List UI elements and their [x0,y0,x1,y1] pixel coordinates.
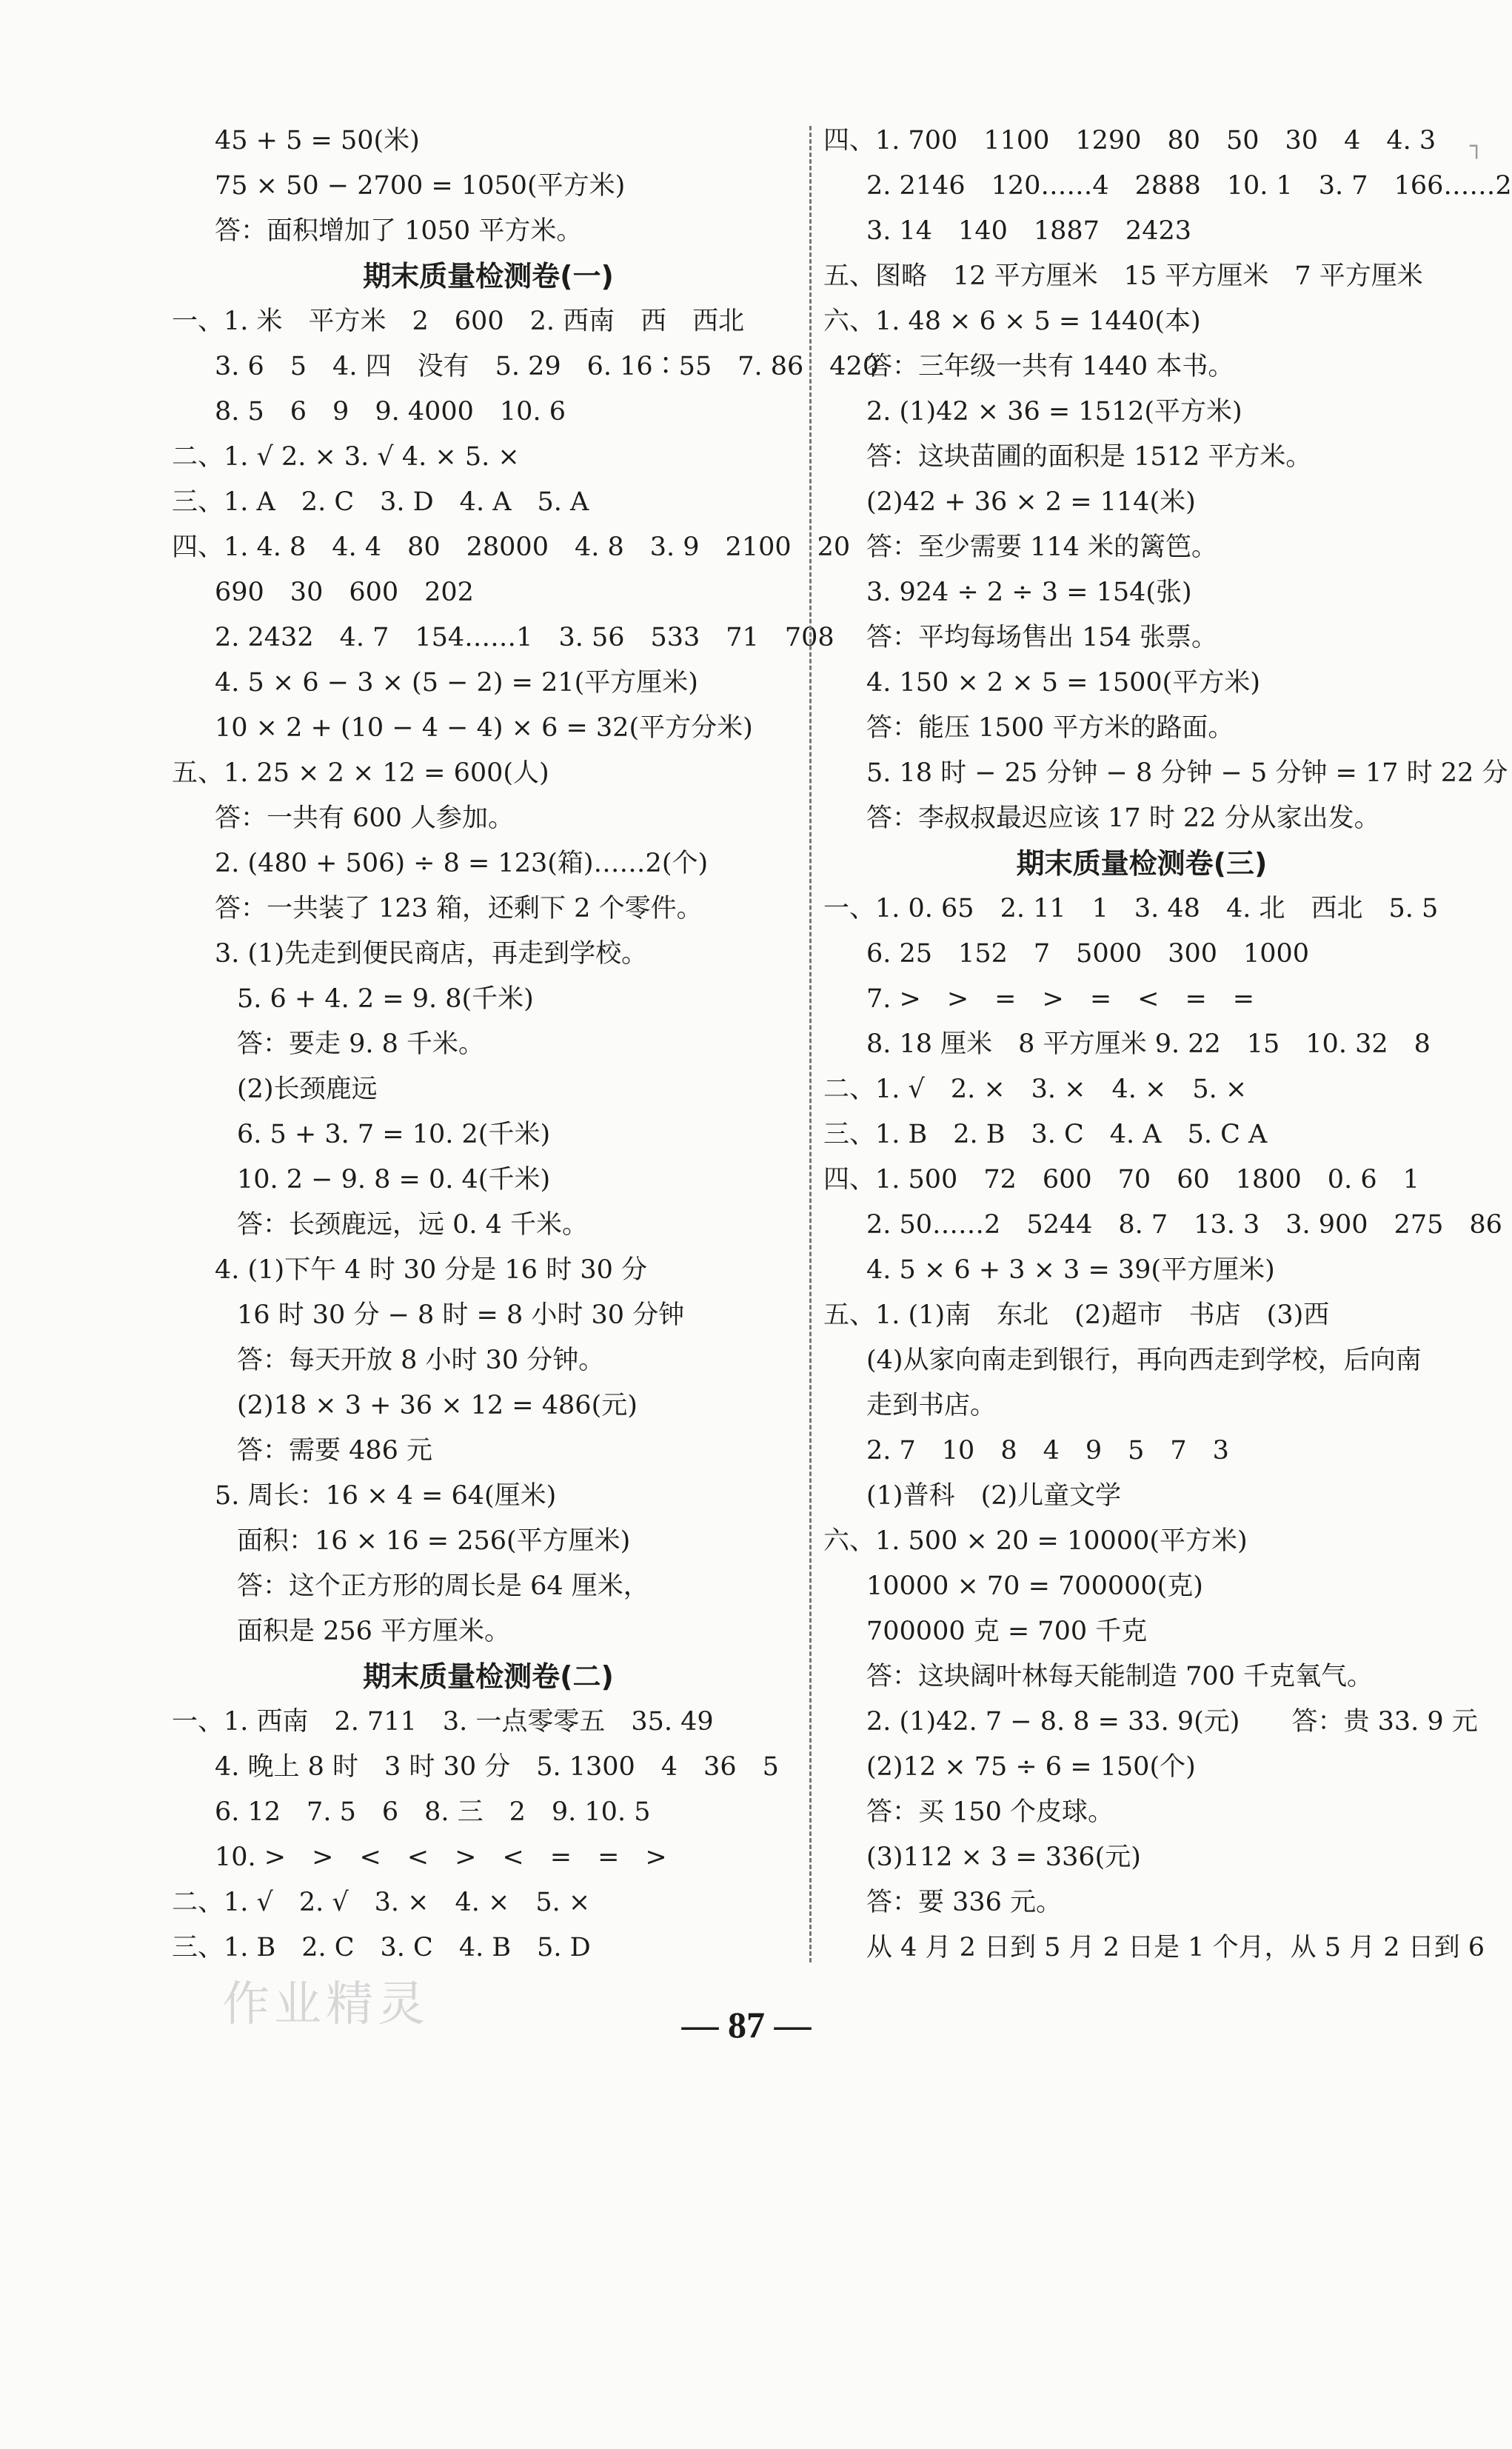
answer-line: (2)18 × 3 + 36 × 12 = 486(元) [237,1391,638,1420]
answer-line: 走到书店。 [866,1391,997,1420]
answer-line: 二、1. √ 2. × 3. × 4. × 5. × [823,1075,1248,1104]
answer-line: 从 4 月 2 日到 5 月 2 日是 1 个月，从 5 月 2 日到 6 [866,1933,1485,1962]
answer-line: (1)普科 (2)儿童文学 [866,1481,1122,1511]
answer-line: 答：李叔叔最迟应该 17 时 22 分从家出发。 [866,803,1380,833]
answer-line: 二、1. √ 2. × 3. √ 4. × 5. × [172,442,520,472]
answer-line: 10. > > < < > < = = > [215,1842,667,1872]
answer-line: (4)从家向南走到银行，再向西走到学校，后向南 [866,1346,1422,1375]
answer-line: 4. 5 × 6 + 3 × 3 = 39(平方厘米) [866,1255,1275,1285]
watermark-logo: 作业精灵 [222,1977,429,2032]
answer-line: 2. (1)42. 7 − 8. 8 = 33. 9(元) 答：贵 33. 9 元 [866,1707,1478,1737]
answer-line: 答：要走 9. 8 千米。 [237,1029,485,1059]
answer-line: 6. 5 + 3. 7 = 10. 2(千米) [237,1120,551,1149]
section-title: 期末质量检测卷(三) [1016,847,1268,880]
answer-line: 8. 18 厘米 8 平方厘米 9. 22 15 10. 32 8 [866,1029,1431,1059]
answer-line: 答：至少需要 114 米的篱笆。 [866,532,1218,562]
answer-line: 六、1. 500 × 20 = 10000(平方米) [823,1526,1248,1556]
answer-line: 690 30 600 202 [215,578,474,607]
answer-line: 4. 5 × 6 − 3 × (5 − 2) = 21(平方厘米) [215,668,698,698]
answer-line: 面积：16 × 16 = 256(平方厘米) [237,1526,631,1556]
answer-line: 3. 14 140 1887 2423 [866,216,1192,246]
answer-line: 三、1. A 2. C 3. D 4. A 5. A [172,487,589,517]
answer-line: 五、图略 12 平方厘米 15 平方厘米 7 平方厘米 [823,261,1423,291]
answer-line: 四、1. 700 1100 1290 80 50 30 4 4. 3 [823,126,1436,156]
answer-line: 三、1. B 2. B 3. C 4. A 5. C A [823,1120,1268,1149]
answer-line: 45 + 5 = 50(米) [215,126,420,156]
answer-line: 答：三年级一共有 1440 本书。 [866,352,1234,381]
answer-line: 2. (480 + 506) ÷ 8 = 123(箱)……2(个) [215,849,709,878]
answer-line: 四、1. 500 72 600 70 60 1800 0. 6 1 [823,1165,1419,1195]
answer-line: 4. (1)下午 4 时 30 分是 16 时 30 分 [215,1255,647,1285]
answer-line: 答：每天开放 8 小时 30 分钟。 [237,1346,605,1375]
answer-line: 答：需要 486 元 [237,1436,433,1466]
answer-line: 答：一共有 600 人参加。 [215,803,515,833]
answer-line: 一、1. 米 平方米 2 600 2. 西南 西 西北 [172,307,745,336]
answer-line: (3)112 × 3 = 336(元) [866,1842,1141,1872]
answer-line: 五、1. 25 × 2 × 12 = 600(人) [172,758,549,788]
answer-line: 答：面积增加了 1050 平方米。 [215,216,583,246]
answer-line: 答：平均每场售出 154 张票。 [866,623,1218,652]
answer-line: 7. > > = > = < = = [866,984,1255,1014]
answer-line: 5. 6 + 4. 2 = 9. 8(千米) [237,984,534,1014]
answer-line: 六、1. 48 × 6 × 5 = 1440(本) [823,307,1201,336]
answer-line: 答：能压 1500 平方米的路面。 [866,713,1234,743]
answer-line: (2)长颈鹿远 [237,1075,378,1104]
answer-line: 答：这个正方形的周长是 64 厘米， [237,1571,649,1601]
answer-line: 2. 7 10 8 4 9 5 7 3 [866,1436,1229,1466]
answer-line: 5. 周长：16 × 4 = 64(厘米) [215,1481,557,1511]
answer-line: 75 × 50 − 2700 = 1050(平方米) [215,171,626,201]
answer-line: 4. 晚上 8 时 3 时 30 分 5. 1300 4 36 5 [215,1752,779,1782]
section-title: 期末质量检测卷(二) [363,1660,614,1693]
answer-line: 6. 25 152 7 5000 300 1000 [866,939,1310,969]
answer-line: 2. (1)42 × 36 = 1512(平方米) [866,397,1242,427]
edge-mark: ┐ [1470,133,1484,159]
answer-line: 答：一共装了 123 箱，还剩下 2 个零件。 [215,894,703,923]
answer-line: 答：这块苗圃的面积是 1512 平方米。 [866,442,1312,472]
answer-line: 一、1. 0. 65 2. 11 1 3. 48 4. 北 西北 5. 5 [823,894,1439,923]
answer-line: (2)42 + 36 × 2 = 114(米) [866,487,1196,517]
answer-line: 2. 2432 4. 7 154……1 3. 56 533 71 708 [215,623,834,652]
answer-line: 五、1. (1)南 东北 (2)超市 书店 (3)西 [823,1300,1330,1330]
answer-line: 3. (1)先走到便民商店，再走到学校。 [215,939,648,969]
section-title: 期末质量检测卷(一) [363,260,614,293]
answer-line: 答：买 150 个皮球。 [866,1797,1114,1827]
answer-line: 答：长颈鹿远，远 0. 4 千米。 [237,1210,589,1240]
answer-line: 5. 18 时 − 25 分钟 − 8 分钟 − 5 分钟 = 17 时 22 分 [866,758,1508,788]
column-divider [809,126,812,1962]
answer-line: 16 时 30 分 − 8 时 = 8 小时 30 分钟 [237,1300,685,1330]
answer-line: 三、1. B 2. C 3. C 4. B 5. D [172,1933,591,1962]
answer-line: 答：这块阔叶林每天能制造 700 千克氧气。 [866,1662,1374,1691]
answer-line: 二、1. √ 2. √ 3. × 4. × 5. × [172,1888,591,1917]
answer-line: 10 × 2 + (10 − 4 − 4) × 6 = 32(平方分米) [215,713,753,743]
left-column [172,118,880,1971]
answer-line: 8. 5 6 9 9. 4000 10. 6 [215,397,566,427]
answer-line: 10. 2 − 9. 8 = 0. 4(千米) [237,1165,551,1195]
answer-line: 答：要 336 元。 [866,1888,1063,1917]
answer-line: 3. 6 5 4. 四 没有 5. 29 6. 16∶55 7. 86 420 [215,352,880,381]
answer-line: 面积是 256 平方厘米。 [237,1617,511,1646]
answer-line: 2. 50……2 5244 8. 7 13. 3 3. 900 275 86 [866,1210,1502,1240]
answer-line: 6. 12 7. 5 6 8. 三 2 9. 10. 5 [215,1797,651,1827]
answer-line: 一、1. 西南 2. 711 3. 一点零零五 35. 49 [172,1707,714,1737]
answer-line: 3. 924 ÷ 2 ÷ 3 = 154(张) [866,578,1192,607]
right-column [823,118,1512,1971]
answer-line: (2)12 × 75 ÷ 6 = 150(个) [866,1752,1196,1782]
answer-line: 700000 克 = 700 千克 [866,1617,1148,1646]
page-number: — 87 — [681,2004,812,2045]
answer-line: 四、1. 4. 8 4. 4 80 28000 4. 8 3. 9 2100 20 [172,532,851,562]
answer-line: 2. 2146 120……4 2888 10. 1 3. 7 166……2 [866,171,1512,201]
answer-line: 4. 150 × 2 × 5 = 1500(平方米) [866,668,1260,698]
answer-line: 10000 × 70 = 700000(克) [866,1571,1203,1601]
